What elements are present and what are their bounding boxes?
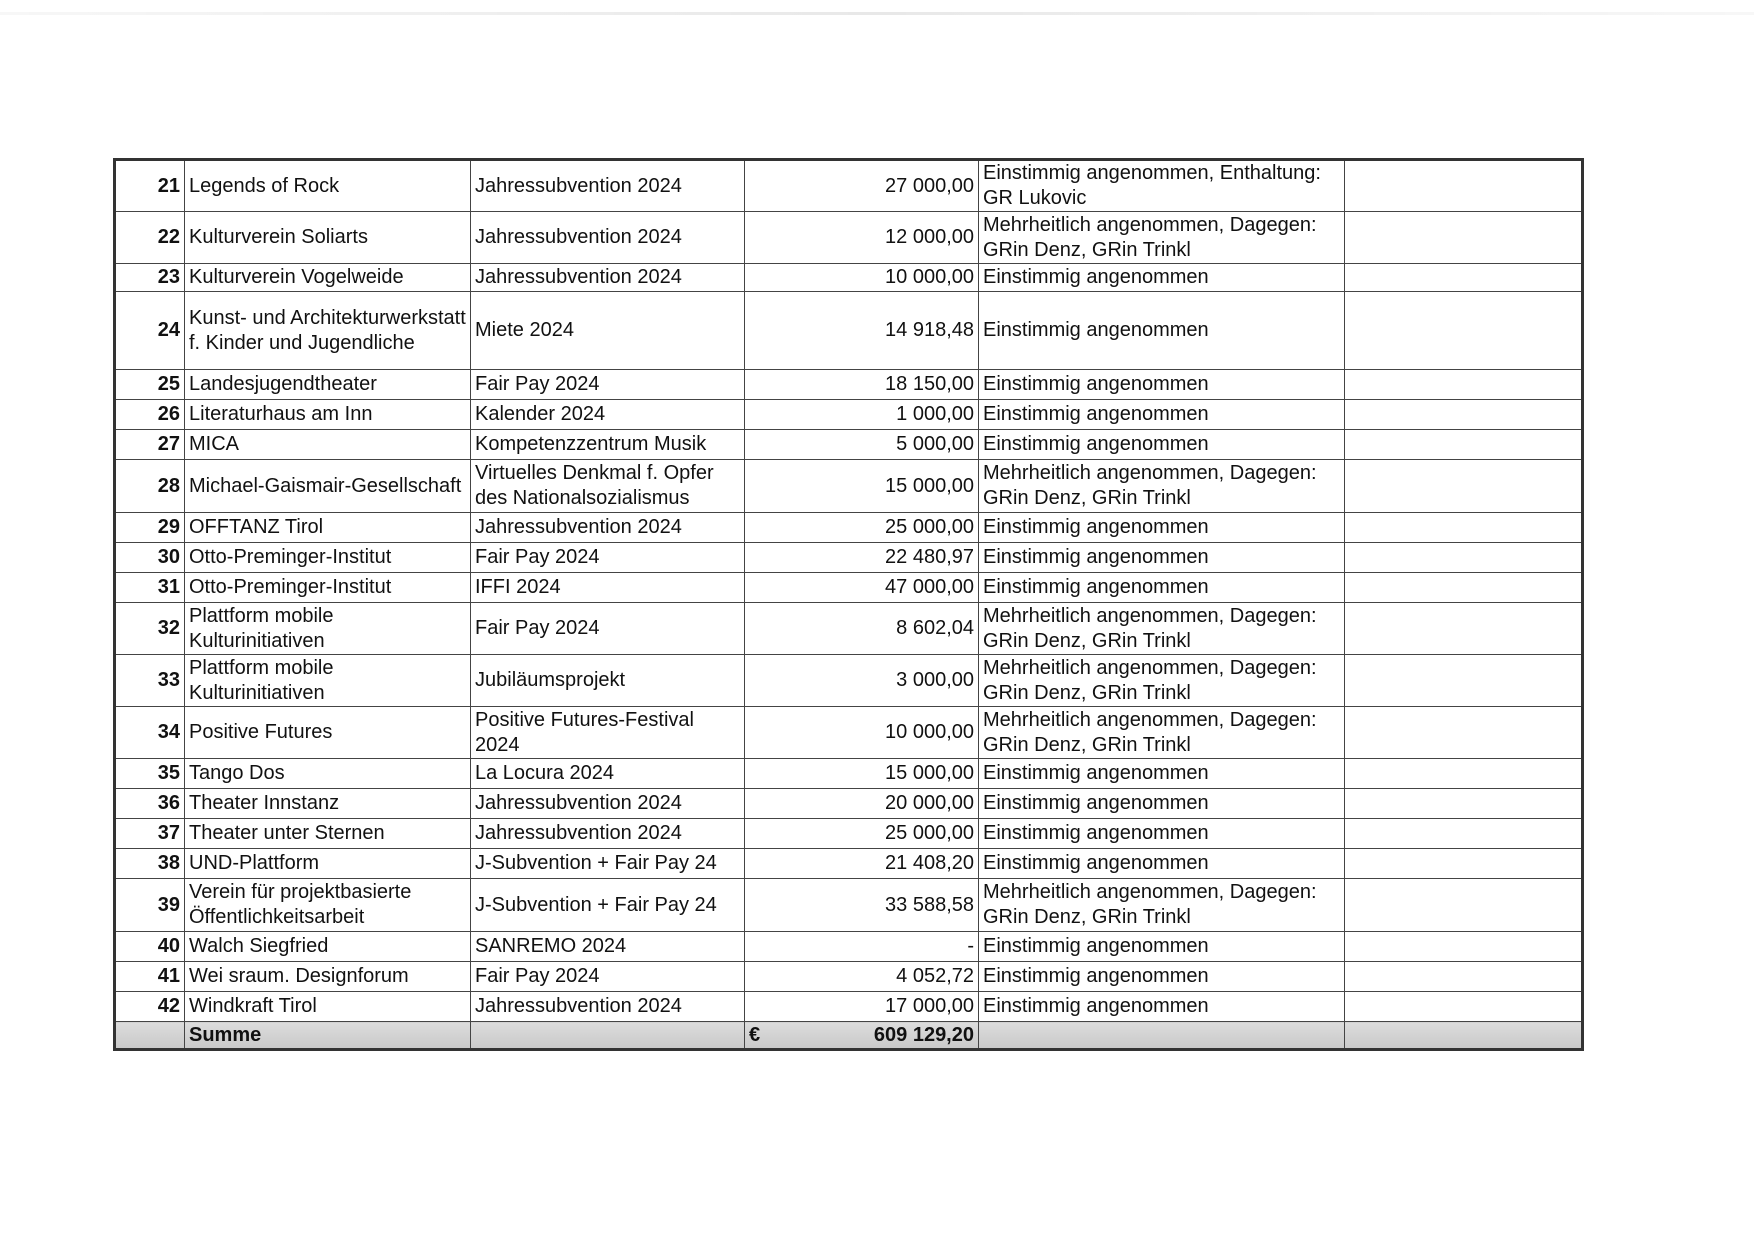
table-row: [115, 292, 1583, 370]
table-row: [115, 992, 1583, 1022]
note: [1345, 992, 1583, 1022]
amount: 22 480,97: [745, 543, 979, 573]
recipient-name: Kulturverein Soliarts: [185, 212, 471, 264]
note: [1345, 603, 1583, 655]
note: [1345, 460, 1583, 513]
recipient-name: Verein für projektbasierte Öffentlichkeitsarbeit: [185, 879, 471, 932]
decision: Einstimmig angenommen: [979, 789, 1345, 819]
purpose: Kompetenzzentrum Musik: [471, 430, 745, 460]
amount: 21 408,20: [745, 849, 979, 879]
recipient-name: Legends of Rock: [185, 160, 471, 212]
table-row: [115, 573, 1583, 603]
row-number: 22: [115, 212, 185, 264]
decision: Einstimmig angenommen: [979, 932, 1345, 962]
amount: 25 000,00: [745, 819, 979, 849]
table-row: [115, 460, 1583, 513]
table-row: [115, 212, 1583, 264]
amount: 10 000,00: [745, 264, 979, 292]
row-number: 25: [115, 370, 185, 400]
note: [1345, 849, 1583, 879]
purpose: Jahressubvention 2024: [471, 212, 745, 264]
total-amount-cell: [745, 1022, 979, 1050]
amount: 18 150,00: [745, 370, 979, 400]
purpose: Jahressubvention 2024: [471, 264, 745, 292]
decision: Einstimmig angenommen, Enthaltung: GR Lukovic: [979, 160, 1345, 212]
table-row: [115, 879, 1583, 932]
table-row: [115, 160, 1583, 212]
row-number: 40: [115, 932, 185, 962]
amount: 10 000,00: [745, 707, 979, 759]
amount: 25 000,00: [745, 513, 979, 543]
table-row: [115, 789, 1583, 819]
amount: 14 918,48: [745, 292, 979, 370]
recipient-name: Theater unter Sternen: [185, 819, 471, 849]
amount: 15 000,00: [745, 460, 979, 513]
amount: 20 000,00: [745, 789, 979, 819]
purpose: Jahressubvention 2024: [471, 992, 745, 1022]
decision: Einstimmig angenommen: [979, 430, 1345, 460]
row-number: 36: [115, 789, 185, 819]
decision: Einstimmig angenommen: [979, 543, 1345, 573]
note: [1345, 370, 1583, 400]
purpose: Virtuelles Denkmal f. Opfer des Nationalsozialismus: [471, 460, 745, 513]
note: [1345, 573, 1583, 603]
purpose: Fair Pay 2024: [471, 543, 745, 573]
amount: 12 000,00: [745, 212, 979, 264]
row-number: 39: [115, 879, 185, 932]
purpose: J-Subvention + Fair Pay 24: [471, 849, 745, 879]
recipient-name: Kunst- und Architekturwerkstatt f. Kinder und Jugendliche: [185, 292, 471, 370]
note: [1345, 879, 1583, 932]
scan-edge: [0, 12, 1754, 15]
note: [1345, 264, 1583, 292]
table-row: [115, 513, 1583, 543]
table-row: [115, 932, 1583, 962]
total-number-cell: [115, 1022, 185, 1050]
purpose: Jahressubvention 2024: [471, 160, 745, 212]
note: [1345, 160, 1583, 212]
row-number: 37: [115, 819, 185, 849]
amount: 27 000,00: [745, 160, 979, 212]
decision: Einstimmig angenommen: [979, 370, 1345, 400]
purpose: J-Subvention + Fair Pay 24: [471, 879, 745, 932]
row-number: 23: [115, 264, 185, 292]
decision: Einstimmig angenommen: [979, 819, 1345, 849]
amount: 33 588,58: [745, 879, 979, 932]
total-note-cell: [1345, 1022, 1583, 1050]
amount: 15 000,00: [745, 759, 979, 789]
recipient-name: UND-Plattform: [185, 849, 471, 879]
recipient-name: Literaturhaus am Inn: [185, 400, 471, 430]
decision: Einstimmig angenommen: [979, 759, 1345, 789]
table-row: [115, 430, 1583, 460]
purpose: Positive Futures-Festival 2024: [471, 707, 745, 759]
decision: Mehrheitlich angenommen, Dagegen: GRin Denz, GRin Trinkl: [979, 879, 1345, 932]
recipient-name: Windkraft Tirol: [185, 992, 471, 1022]
note: [1345, 430, 1583, 460]
table-row: [115, 543, 1583, 573]
recipient-name: Otto-Preminger-Institut: [185, 573, 471, 603]
note: [1345, 292, 1583, 370]
table-row: [115, 759, 1583, 789]
row-number: 26: [115, 400, 185, 430]
decision: Mehrheitlich angenommen, Dagegen: GRin Denz, GRin Trinkl: [979, 460, 1345, 513]
note: [1345, 759, 1583, 789]
row-number: 30: [115, 543, 185, 573]
total-purpose-cell: [471, 1022, 745, 1050]
amount: 8 602,04: [745, 603, 979, 655]
note: [1345, 932, 1583, 962]
decision: Einstimmig angenommen: [979, 573, 1345, 603]
row-number: 32: [115, 603, 185, 655]
purpose: Miete 2024: [471, 292, 745, 370]
purpose: Jahressubvention 2024: [471, 513, 745, 543]
table-row: [115, 819, 1583, 849]
amount: 5 000,00: [745, 430, 979, 460]
recipient-name: Plattform mobile Kulturinitiativen: [185, 655, 471, 707]
note: [1345, 543, 1583, 573]
purpose: La Locura 2024: [471, 759, 745, 789]
note: [1345, 819, 1583, 849]
decision: Einstimmig angenommen: [979, 400, 1345, 430]
recipient-name: Plattform mobile Kulturinitiativen: [185, 603, 471, 655]
row-number: 28: [115, 460, 185, 513]
purpose: SANREMO 2024: [471, 932, 745, 962]
total-row: [115, 1022, 1583, 1050]
note: [1345, 707, 1583, 759]
row-number: 34: [115, 707, 185, 759]
row-number: 29: [115, 513, 185, 543]
recipient-name: Otto-Preminger-Institut: [185, 543, 471, 573]
recipient-name: Kulturverein Vogelweide: [185, 264, 471, 292]
decision: Mehrheitlich angenommen, Dagegen: GRin Denz, GRin Trinkl: [979, 603, 1345, 655]
table-row: [115, 370, 1583, 400]
amount: -: [745, 932, 979, 962]
recipient-name: Wei sraum. Designforum: [185, 962, 471, 992]
purpose: Jubiläumsprojekt: [471, 655, 745, 707]
note: [1345, 962, 1583, 992]
recipient-name: Positive Futures: [185, 707, 471, 759]
subsidy-table-body: [115, 160, 1583, 1050]
decision: Einstimmig angenommen: [979, 292, 1345, 370]
recipient-name: Michael-Gaismair-Gesellschaft: [185, 460, 471, 513]
row-number: 41: [115, 962, 185, 992]
table-row: [115, 849, 1583, 879]
total-decision-cell: [979, 1022, 1345, 1050]
table-row: [115, 655, 1583, 707]
purpose: Kalender 2024: [471, 400, 745, 430]
recipient-name: MICA: [185, 430, 471, 460]
amount: 47 000,00: [745, 573, 979, 603]
recipient-name: Landesjugendtheater: [185, 370, 471, 400]
note: [1345, 655, 1583, 707]
row-number: 33: [115, 655, 185, 707]
row-number: 24: [115, 292, 185, 370]
decision: Einstimmig angenommen: [979, 264, 1345, 292]
recipient-name: Tango Dos: [185, 759, 471, 789]
amount: 1 000,00: [745, 400, 979, 430]
table-row: [115, 400, 1583, 430]
purpose: Fair Pay 2024: [471, 370, 745, 400]
table-row: [115, 264, 1583, 292]
purpose: Fair Pay 2024: [471, 962, 745, 992]
row-number: 38: [115, 849, 185, 879]
note: [1345, 513, 1583, 543]
row-number: 42: [115, 992, 185, 1022]
table-row: [115, 962, 1583, 992]
purpose: Jahressubvention 2024: [471, 819, 745, 849]
row-number: 21: [115, 160, 185, 212]
purpose: Jahressubvention 2024: [471, 789, 745, 819]
total-amount: 609 129,20: [873, 1023, 974, 1046]
decision: Mehrheitlich angenommen, Dagegen: GRin Denz, GRin Trinkl: [979, 655, 1345, 707]
note: [1345, 789, 1583, 819]
amount: 17 000,00: [745, 992, 979, 1022]
note: [1345, 400, 1583, 430]
row-number: 35: [115, 759, 185, 789]
subsidy-table: [113, 158, 1584, 1051]
purpose: IFFI 2024: [471, 573, 745, 603]
recipient-name: OFFTANZ Tirol: [185, 513, 471, 543]
decision: Einstimmig angenommen: [979, 513, 1345, 543]
amount: 4 052,72: [745, 962, 979, 992]
total-label: Summe: [185, 1022, 471, 1050]
decision: Einstimmig angenommen: [979, 962, 1345, 992]
row-number: 31: [115, 573, 185, 603]
table-row: [115, 603, 1583, 655]
decision: Einstimmig angenommen: [979, 849, 1345, 879]
amount: 3 000,00: [745, 655, 979, 707]
euro-symbol: €: [749, 1023, 761, 1046]
decision: Mehrheitlich angenommen, Dagegen: GRin Denz, GRin Trinkl: [979, 707, 1345, 759]
row-number: 27: [115, 430, 185, 460]
table-row: [115, 707, 1583, 759]
purpose: Fair Pay 2024: [471, 603, 745, 655]
decision: Mehrheitlich angenommen, Dagegen: GRin Denz, GRin Trinkl: [979, 212, 1345, 264]
recipient-name: Walch Siegfried: [185, 932, 471, 962]
decision: Einstimmig angenommen: [979, 992, 1345, 1022]
note: [1345, 212, 1583, 264]
recipient-name: Theater Innstanz: [185, 789, 471, 819]
